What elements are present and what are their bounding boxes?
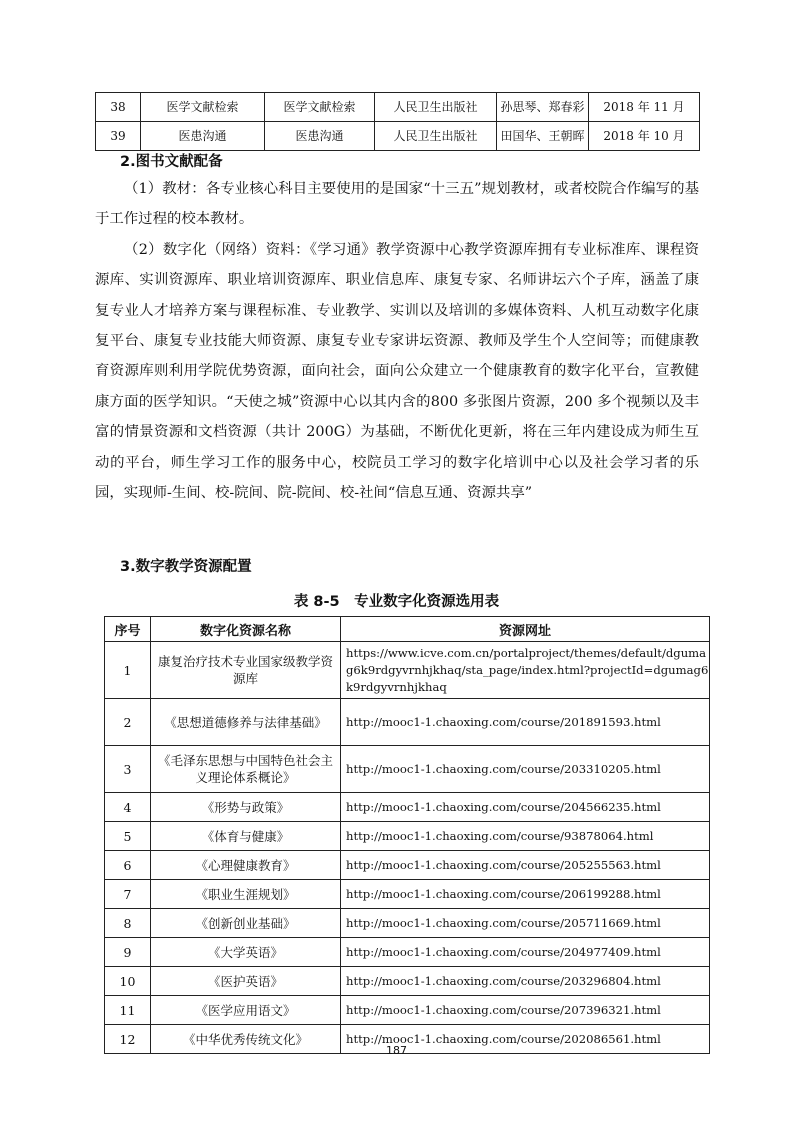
table-row: [105, 880, 710, 909]
resource-url: http://mooc1-1.chaoxing.com/course/93878064.html: [341, 822, 710, 851]
paragraph-textbooks: （1）教材：各专业核心科目主要使用的是国家“十三五”规划教材，或者校院合作编写的基于工作过程的校本教材。: [95, 181, 699, 228]
resource-url: https://www.icve.com.cn/portalproject/themes/default/dgumag6k9rdgyvrnhjkhaq/sta_page/index.html?projectId=dgumag6k9rdgyvrnhjkhaq: [341, 642, 710, 699]
resource-name: 《思想道德修养与法律基础》: [151, 699, 341, 746]
table-row: [105, 851, 710, 880]
table-row: [105, 699, 710, 746]
table-row: [96, 93, 700, 122]
table-row: [105, 746, 710, 793]
resource-name: 《医学应用语文》: [151, 996, 341, 1025]
table-row: [105, 938, 710, 967]
paragraph-digital-resources: （2）数字化（网络）资料：《学习通》教学资源中心教学资源库拥有专业标准库、课程资源库、实训资源库、职业培训资源库、职业信息库、康复专家、名师讲坛六个子库，涵盖了康复专业人才培养方案与课程标准、专业教学、实训以及培训的多媒体资料、人机互动数字化康复平台、康复专业技能大师资源、康复专业专家讲坛资源、教师及学生个人空间等；而健康教育资源库则利用学院优势资源，面向社会，面向公众建立一个健康教育的数字化平台，宣教健康方面的医学知识。“天使之城”资源中心以其内含的800 多张图片资源，200 多个视频以及丰富的情景资源和文档资源（共计 200G）为基础，不断优化更新，将在三年内建设成为师生互动的平台，师生学习工作的服务中心，校院员工学习的数字化培训中心以及社会学习者的乐园，实现师-生间、校-院间、院-院间、校-社间“信息互通、资源共享”: [95, 241, 699, 502]
resource-url: http://mooc1-1.chaoxing.com/course/203296804.html: [341, 967, 710, 996]
book-title: 医学文献检索: [265, 93, 375, 122]
resource-url: http://mooc1-1.chaoxing.com/course/205255563.html: [341, 851, 710, 880]
resource-name: 《体育与健康》: [151, 822, 341, 851]
resource-url: http://mooc1-1.chaoxing.com/course/204977409.html: [341, 938, 710, 967]
resource-url: http://mooc1-1.chaoxing.com/course/203310205.html: [341, 746, 710, 793]
book-date: 2018 年 11 月: [589, 93, 700, 122]
resource-url: http://mooc1-1.chaoxing.com/course/205711669.html: [341, 909, 710, 938]
book-table: [95, 92, 700, 151]
table-row: [105, 642, 710, 699]
resource-name: 《医护英语》: [151, 967, 341, 996]
table-row: [105, 996, 710, 1025]
resource-no: 6: [105, 851, 151, 880]
table-header-row: [105, 617, 710, 642]
resource-url: http://mooc1-1.chaoxing.com/course/201891593.html: [341, 699, 710, 746]
book-date: 2018 年 10 月: [589, 122, 700, 151]
resource-name: 《心理健康教育》: [151, 851, 341, 880]
table-row: [105, 909, 710, 938]
resource-no: 1: [105, 642, 151, 699]
book-title: 医患沟通: [265, 122, 375, 151]
book-course: 医学文献检索: [141, 93, 265, 122]
resource-url: http://mooc1-1.chaoxing.com/course/202086561.html: [341, 1025, 710, 1054]
book-course: 医患沟通: [141, 122, 265, 151]
page-number: 187: [386, 1044, 407, 1057]
resource-name: 《形势与政策》: [151, 793, 341, 822]
resource-name: 《中华优秀传统文化》: [151, 1025, 341, 1054]
resource-name: 《大学英语》: [151, 938, 341, 967]
book-no: 39: [96, 122, 141, 151]
header-url: 资源网址: [341, 617, 710, 642]
resource-name: 《创新创业基础》: [151, 909, 341, 938]
book-authors: 田国华、王朝晖: [497, 122, 589, 151]
resource-table: [104, 616, 710, 1054]
resource-no: 11: [105, 996, 151, 1025]
resource-no: 8: [105, 909, 151, 938]
resource-name: 《毛泽东思想与中国特色社会主义理论体系概论》: [151, 746, 341, 793]
resource-name: 康复治疗技术专业国家级教学资源库: [151, 642, 341, 699]
table-caption: 表 8-5 专业数字化资源选用表: [293, 594, 500, 610]
book-no: 38: [96, 93, 141, 122]
header-no: 序号: [105, 617, 151, 642]
book-authors: 孙思琴、郑春彩: [497, 93, 589, 122]
resource-url: http://mooc1-1.chaoxing.com/course/206199288.html: [341, 880, 710, 909]
table-row: [105, 967, 710, 996]
table-row: [96, 122, 700, 151]
resource-no: 10: [105, 967, 151, 996]
resource-no: 12: [105, 1025, 151, 1054]
resource-no: 4: [105, 793, 151, 822]
section-body-books: [95, 174, 699, 508]
resource-no: 5: [105, 822, 151, 851]
table-row: [105, 793, 710, 822]
resource-url: http://mooc1-1.chaoxing.com/course/204566235.html: [341, 793, 710, 822]
resource-url: http://mooc1-1.chaoxing.com/course/207396321.html: [341, 996, 710, 1025]
section-heading-digital: 3.数字教学资源配置: [120, 559, 252, 575]
book-publisher: 人民卫生出版社: [375, 93, 497, 122]
resource-no: 3: [105, 746, 151, 793]
resource-no: 7: [105, 880, 151, 909]
section-heading-books: 2.图书文献配备: [120, 154, 223, 170]
resource-name: 《职业生涯规划》: [151, 880, 341, 909]
header-name: 数字化资源名称: [151, 617, 341, 642]
resource-no: 9: [105, 938, 151, 967]
book-publisher: 人民卫生出版社: [375, 122, 497, 151]
resource-no: 2: [105, 699, 151, 746]
table-row: [105, 822, 710, 851]
